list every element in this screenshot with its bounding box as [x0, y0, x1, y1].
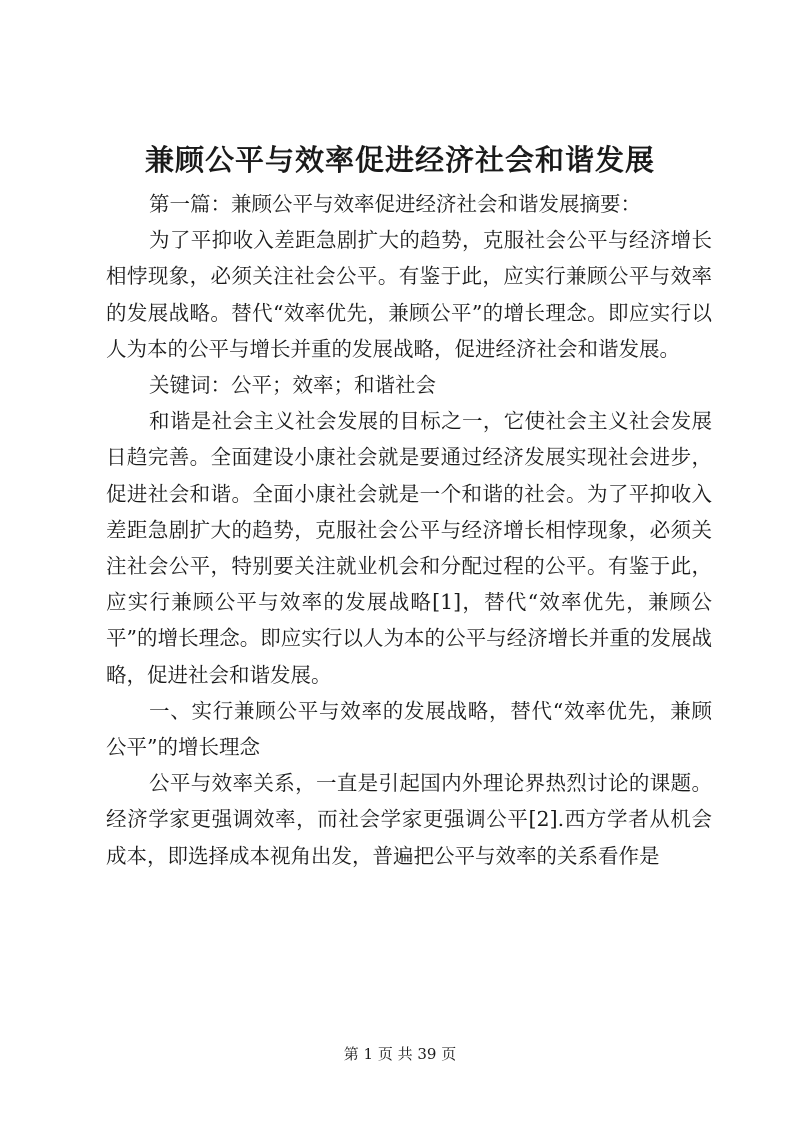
paragraph-abstract: 为了平抑收入差距急剧扩大的趋势，克服社会公平与经济增长相悖现象，必须关注社会公平。有鉴于此，应实行兼顾公平与效率的发展战略。替代“效率优先，兼顾公平”的增长理念。即应实行以人为本的公平与增长并重的发展战略，促进经济社会和谐发展。	[106, 228, 712, 361]
document-body	[106, 186, 712, 874]
paragraph-heading-abstract: 第一篇：兼顾公平与效率促进经济社会和谐发展摘要：	[149, 192, 642, 216]
section-heading-1: 一、实行兼顾公平与效率的发展战略，替代“效率优先，兼顾公平”的增长理念	[106, 698, 712, 760]
document-title: 兼顾公平与效率促进经济社会和谐发展	[144, 143, 655, 177]
paragraph-section-1: 公平与效率关系，一直是引起国内外理论界热烈讨论的课题。经济学家更强调效率，而社会学家更强调公平[2].西方学者从机会成本，即选择成本视角出发，普遍把公平与效率的关系看作是	[106, 771, 712, 868]
paragraph-keywords: 关键词：公平；效率；和谐社会	[149, 373, 437, 398]
page-footer: 第 1 页 共 39 页	[343, 1045, 457, 1063]
paragraph-intro: 和谐是社会主义社会发展的目标之一，它使社会主义社会发展日趋完善。全面建设小康社会就是要通过经济发展实现社会进步，促进社会和谐。全面小康社会就是一个和谐的社会。为了平抑收入差距急剧扩大的趋势，克服社会公平与经济增长相悖现象，必须关注社会公平，特别要关注就业机会和分配过程的公平。有鉴于此，应实行兼顾公平与效率的发展战略[1]，替代“效率优先，兼顾公平”的增长理念。即应实行以人为本的公平与经济增长并重的发展战略，促进社会和谐发展。	[106, 409, 712, 687]
